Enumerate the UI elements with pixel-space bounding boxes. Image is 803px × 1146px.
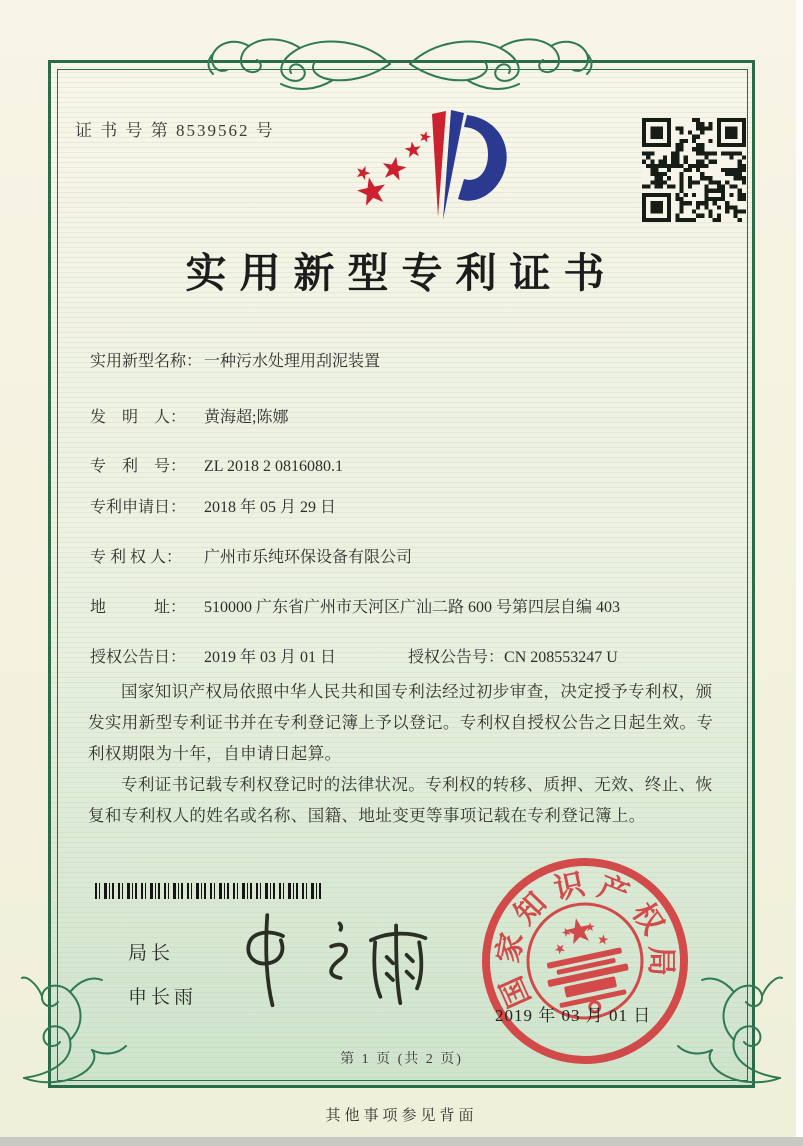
field-row-patent-no	[90, 457, 343, 477]
seal-char: 产	[593, 870, 634, 912]
legal-paragraph: 专利证书记载专利权登记时的法律状况。专利权的转移、质押、无效、终止、恢复和专利权人的姓名或名称、国籍、地址变更等事项记载在专利登记簿上。	[88, 775, 713, 825]
field-value: 黄海超;陈娜	[204, 409, 289, 426]
field-label: 授权公告号：	[408, 649, 505, 666]
scan-edge-right	[796, 0, 803, 1146]
field-value: CN 208553247 U	[504, 649, 618, 666]
cnipa-logo-icon	[330, 95, 515, 240]
field-value: ZL 2018 2 0816080.1	[204, 458, 343, 475]
field-row-grant	[90, 648, 618, 668]
field-label: 专利申请日：	[90, 499, 187, 516]
field-row-patentee	[90, 548, 412, 568]
director-name: 申长雨	[128, 987, 198, 1008]
seal-date: 2019 年 03 月 01 日	[495, 1006, 652, 1025]
seal-char: 识	[551, 867, 588, 907]
field-row-filing-date	[90, 498, 336, 518]
field-row-inventor	[90, 408, 288, 428]
seal-char: 局	[644, 946, 677, 976]
field-value: 2018 年 05 月 29 日	[204, 499, 337, 516]
seal-char: 权	[625, 897, 670, 941]
field-value: 2019 年 03 月 01 日	[204, 649, 337, 666]
back-note: 其他事项参见背面	[325, 1108, 478, 1124]
field-label: 实用新型名称：	[90, 353, 203, 370]
field-row-name	[90, 352, 380, 372]
dragon-ornament-icon	[205, 22, 595, 100]
director-signature-icon	[218, 902, 438, 1012]
field-label: 发 明 人：	[90, 409, 187, 426]
certificate-title: 实用新型专利证书	[185, 250, 618, 296]
field-label: 专 利 权 人：	[90, 549, 183, 566]
field-value: 510000 广东省广州市天河区广汕二路 600 号第四层自编 403	[204, 599, 621, 616]
field-value: 一种污水处理用刮泥装置	[204, 353, 381, 370]
field-row-address	[90, 598, 744, 618]
legal-text	[88, 676, 724, 831]
field-label: 授权公告日：	[90, 649, 187, 666]
seal-char: 国	[494, 971, 538, 1013]
seal-char: 知	[508, 886, 553, 931]
page-number: 第 1 页 (共 2 页)	[340, 1052, 463, 1067]
field-value: 广州市乐纯环保设备有限公司	[204, 549, 413, 566]
field-label: 专 利 号：	[90, 458, 187, 475]
director-title: 局长	[128, 943, 175, 964]
barcode	[95, 883, 323, 899]
seal-char: 家	[491, 930, 530, 966]
certificate-number: 证 书 号 第 8539562 号	[75, 121, 275, 140]
qr-code	[642, 118, 746, 222]
field-label: 地 址：	[90, 599, 187, 616]
scan-edge-bottom	[0, 1137, 803, 1146]
legal-paragraph: 国家知识产权局依照中华人民共和国专利法经过初步审查，决定授予专利权，颁发实用新型专利证书并在专利登记簿上予以登记。专利权自授权公告之日起生效。专利权期限为十年，自申请日起算。	[88, 682, 714, 763]
